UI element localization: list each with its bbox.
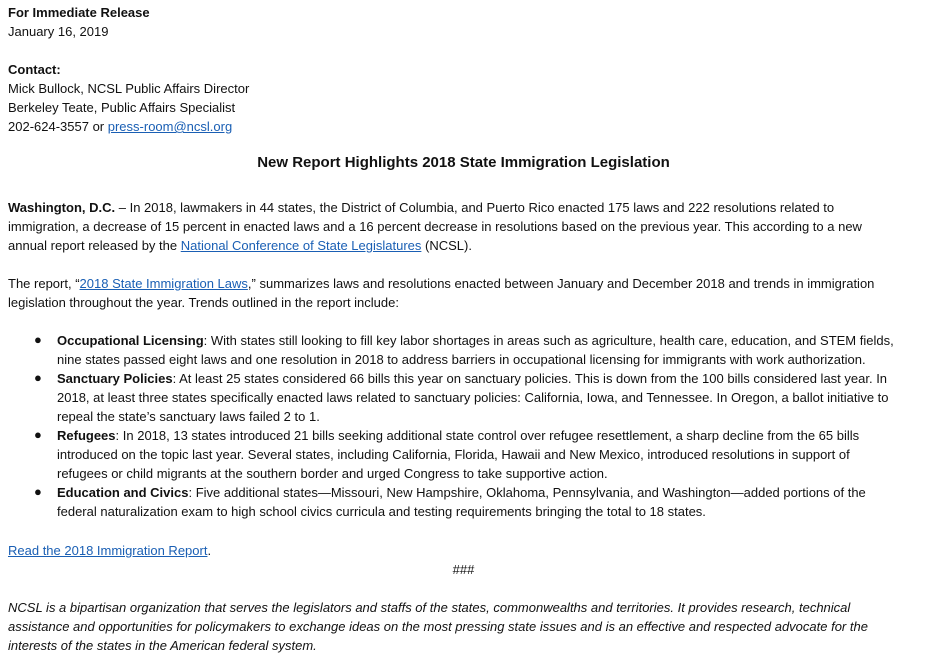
bullet-1-line-2: nine states passed eight laws and one resolution in 2018 to address barriers in occupational licensing for immigrants with work authorization.: [57, 352, 866, 367]
contact-label: Contact:: [8, 62, 61, 77]
para1-line-3: [8, 236, 472, 255]
contact-phone: 202-624-3557 or: [8, 119, 108, 134]
bullet-4-line-2: federal naturalization exam to high school civics curricula and testing requirements bringing the total to 18 states.: [57, 504, 706, 519]
bullet-1-text: : With states still looking to fill key labor shortages in areas such as agriculture, health care, education, and STEM fields,: [203, 333, 894, 348]
read-report-link[interactable]: Read the 2018 Immigration Report: [8, 543, 208, 558]
footer-line-1: NCSL is a bipartisan organization that serves the legislators and staffs of the states, commonwealths and territories. It provides research, technical: [8, 600, 851, 615]
bullet-2-line-1: [57, 369, 887, 388]
bullet-dot: ●: [34, 370, 42, 385]
bullet-2-text: : At least 25 states considered 66 bills this year on sanctuary policies. This is down from the 100 bills considered last year. In: [172, 371, 888, 386]
bullet-4-text: : Five additional states—Missouri, New Hampshire, Oklahoma, Pennsylvania, and Washington—added portions of the: [188, 485, 866, 500]
para2-line-1-prefix: The report, “: [8, 276, 80, 291]
contact-email-link[interactable]: press-room@ncsl.org: [107, 119, 233, 134]
para2-line-1-suffix: ,” summarizes laws and resolutions enacted between January and December 2018 and trends in immigration: [247, 276, 875, 291]
contact-line-1: Mick Bullock, NCSL Public Affairs Director: [8, 81, 250, 96]
ncsl-link[interactable]: National Conference of State Legislatures: [180, 238, 422, 253]
release-label: For Immediate Release: [8, 5, 150, 20]
contact-line-2: Berkeley Teate, Public Affairs Specialist: [8, 100, 236, 115]
bullet-2-heading: Sanctuary Policies: [57, 371, 173, 386]
bullet-dot: ●: [34, 332, 42, 347]
report-link[interactable]: 2018 State Immigration Laws: [79, 276, 248, 291]
bullet-1-line-1: [57, 331, 894, 350]
bullet-2-line-2: 2018, at least three states specifically enacted laws related to sanctuary policies: California, Iowa, and Tennessee. In Oregon, a ballot initiative to: [57, 390, 889, 405]
contact-phone-line: [8, 117, 232, 136]
para1-line-3-prefix: annual report released by the: [8, 238, 181, 253]
bullet-3-heading: Refugees: [57, 428, 116, 443]
para1-line-2: immigration, a decrease of 15 percent in enacted laws and a 16 percent decrease in resolutions based on the previous year. This according to a new: [8, 219, 862, 234]
para1-line-1: [8, 198, 834, 217]
bullet-2-line-3: repeal the state’s sanctuary laws failed 2 to 1.: [57, 409, 320, 424]
bullet-3-line-3: refugees or child migrants at the southern border and urged Congress to take supportive action.: [57, 466, 608, 481]
bullet-4-heading: Education and Civics: [57, 485, 189, 500]
para1-line-3-suffix: (NCSL).: [421, 238, 472, 253]
release-date: January 16, 2019: [8, 24, 109, 39]
footer-line-2: assistance and opportunities for policymakers to exchange ideas on the most pressing state issues and is an effective and respected advocate for the: [8, 619, 868, 634]
read-report-suffix: .: [207, 543, 212, 558]
para2-line-2: legislation throughout the year. Trends outlined in the report include:: [8, 295, 399, 310]
bullet-dot: ●: [34, 484, 42, 499]
separator: ###: [452, 562, 475, 577]
dateline: Washington, D.C.: [8, 200, 116, 215]
bullet-1-heading: Occupational Licensing: [57, 333, 204, 348]
page-title: New Report Highlights 2018 State Immigration Legislation: [257, 154, 670, 171]
bullet-3-line-2: introduced on the topic last year. Several states, including California, Florida, Hawaii and New Mexico, introduced resolutions in support of: [57, 447, 850, 462]
bullet-dot: ●: [34, 427, 42, 442]
bullet-4-line-1: [57, 483, 866, 502]
para1-line-1-text: – In 2018, lawmakers in 44 states, the District of Columbia, and Puerto Rico enacted 175 laws and 222 resolutions related to: [115, 200, 835, 215]
footer-line-3: interests of the states in the American federal system.: [8, 638, 317, 653]
bullet-3-line-1: [57, 426, 859, 445]
para2-line-1: [8, 274, 874, 293]
read-report-line: [8, 541, 211, 560]
bullet-3-text: : In 2018, 13 states introduced 21 bills seeking additional state control over refugee resettlement, a sharp decline from the 65 bills: [115, 428, 860, 443]
